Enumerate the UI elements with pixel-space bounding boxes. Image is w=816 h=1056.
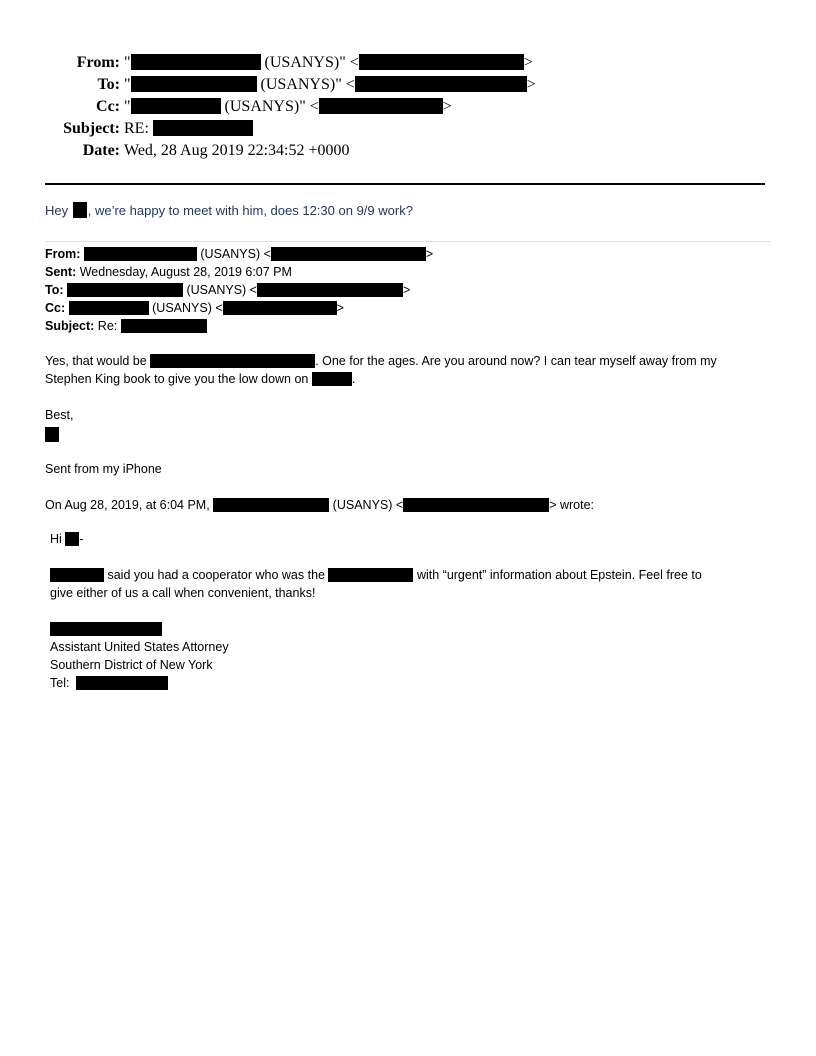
- forwarded-from-label: From:: [45, 247, 81, 261]
- header-date-value: Wed, 28 Aug 2019 22:34:52 +0000: [124, 142, 350, 159]
- redaction-block: [50, 622, 162, 636]
- redaction-block: [328, 568, 413, 582]
- redaction-block: [223, 301, 337, 315]
- redaction-block: [355, 76, 527, 92]
- message-line2-a: Stephen King book to give you the low down on: [45, 372, 309, 386]
- redaction-block: [73, 202, 87, 218]
- header-subject-label: Subject:: [63, 120, 120, 137]
- forwarded-to-row: [45, 281, 433, 299]
- quoted-hi: Hi: [50, 532, 62, 546]
- forwarded-from-close: >: [425, 247, 434, 261]
- redaction-block: [153, 120, 253, 136]
- signer-block: [45, 426, 59, 444]
- redaction-block: [69, 301, 149, 315]
- redaction-block: [271, 247, 426, 261]
- redaction-block: [403, 498, 549, 512]
- forwarded-from-org: (USANYS) <: [200, 247, 271, 261]
- redaction-block: [319, 98, 443, 114]
- header-to-row: [0, 74, 816, 96]
- sent-from-line: Sent from my iPhone: [45, 462, 162, 476]
- reply-greeting: Hey: [45, 203, 69, 218]
- message-line1-a: Yes, that would be: [45, 354, 147, 368]
- header-subject-row: [0, 118, 816, 140]
- redaction-block: [150, 354, 315, 368]
- forwarded-subject-prefix: Re:: [97, 319, 118, 333]
- message-line1-b: . One for the ages. Are you around now? I can tear myself away from my: [315, 354, 717, 368]
- reply-text: , we’re happy to meet with him, does 12:30 on 9/9 work?: [87, 203, 413, 218]
- redaction-block: [131, 54, 261, 70]
- message-signoff: Best,: [45, 408, 74, 422]
- forwarded-cc-row: [45, 299, 433, 317]
- forwarded-subject-row: [45, 317, 433, 335]
- quoted-line1-a: said you had a cooperator who was the: [107, 568, 325, 582]
- quoted-body: [50, 566, 702, 602]
- redaction-block: [121, 319, 207, 333]
- forwarded-sent-value: Wednesday, August 28, 2019 6:07 PM: [79, 265, 292, 279]
- redaction-block: [76, 676, 168, 690]
- redaction-block: [50, 568, 104, 582]
- header-divider: [45, 183, 765, 185]
- signature-tel-label: Tel:: [50, 676, 70, 690]
- redaction-block: [359, 54, 524, 70]
- forwarded-cc-org: (USANYS) <: [152, 301, 223, 315]
- redaction-block: [257, 283, 403, 297]
- header-from-quote: ": [124, 54, 131, 71]
- forwarded-cc-close: >: [336, 301, 344, 315]
- redaction-block: [67, 283, 183, 297]
- reply-separator: [45, 241, 771, 242]
- message-line2-b: .: [351, 372, 356, 386]
- header-to-quote: ": [124, 76, 131, 93]
- message-body: [45, 352, 717, 388]
- header-date-row: [0, 140, 816, 162]
- header-cc-quote: ": [124, 98, 131, 115]
- forwarded-header: [45, 245, 433, 335]
- forwarded-cc-label: Cc:: [45, 301, 66, 315]
- forwarded-sent-label: Sent:: [45, 265, 77, 279]
- header-date-label: Date:: [82, 142, 120, 159]
- signature-district: Southern District of New York: [50, 658, 213, 672]
- quote-intro-b: (USANYS) <: [332, 498, 404, 512]
- quoted-line2: give either of us a call when convenient, thanks!: [50, 586, 316, 600]
- redaction-block: [84, 247, 197, 261]
- quoted-signature: [50, 620, 229, 692]
- redaction-block: [213, 498, 329, 512]
- header-from-close: >: [523, 54, 533, 71]
- email-header: [0, 52, 816, 162]
- quote-intro-a: On Aug 28, 2019, at 6:04 PM,: [45, 498, 210, 512]
- header-cc-row: [0, 96, 816, 118]
- signature-title: Assistant United States Attorney: [50, 640, 229, 654]
- quote-intro-c: > wrote:: [549, 498, 594, 512]
- quoted-hi-dash: -: [79, 532, 84, 546]
- header-from-label: From:: [76, 54, 120, 71]
- redaction-block: [131, 98, 221, 114]
- redaction-block: [312, 372, 352, 386]
- forwarded-from-row: [45, 245, 433, 263]
- forwarded-to-close: >: [403, 283, 411, 297]
- forwarded-sent-row: [45, 263, 433, 281]
- header-to-close: >: [526, 76, 536, 93]
- header-to-label: To:: [97, 76, 120, 93]
- header-cc-label: Cc:: [96, 98, 120, 115]
- forwarded-to-org: (USANYS) <: [186, 283, 257, 297]
- quote-intro: [45, 496, 594, 514]
- header-from-org: (USANYS)" <: [264, 54, 359, 71]
- header-cc-close: >: [442, 98, 452, 115]
- header-subject-prefix: RE:: [124, 120, 149, 137]
- redaction-block: [131, 76, 257, 92]
- redaction-block: [65, 532, 79, 546]
- redaction-block: [45, 427, 59, 442]
- header-from-row: [0, 52, 816, 74]
- reply-message: [45, 203, 413, 218]
- header-cc-org: (USANYS)" <: [224, 98, 319, 115]
- quoted-line1-b: with “urgent” information about Epstein. Feel free to: [416, 568, 702, 582]
- quoted-greeting: [50, 530, 83, 548]
- forwarded-to-label: To:: [45, 283, 64, 297]
- header-to-org: (USANYS)" <: [260, 76, 355, 93]
- forwarded-subject-label: Subject:: [45, 319, 95, 333]
